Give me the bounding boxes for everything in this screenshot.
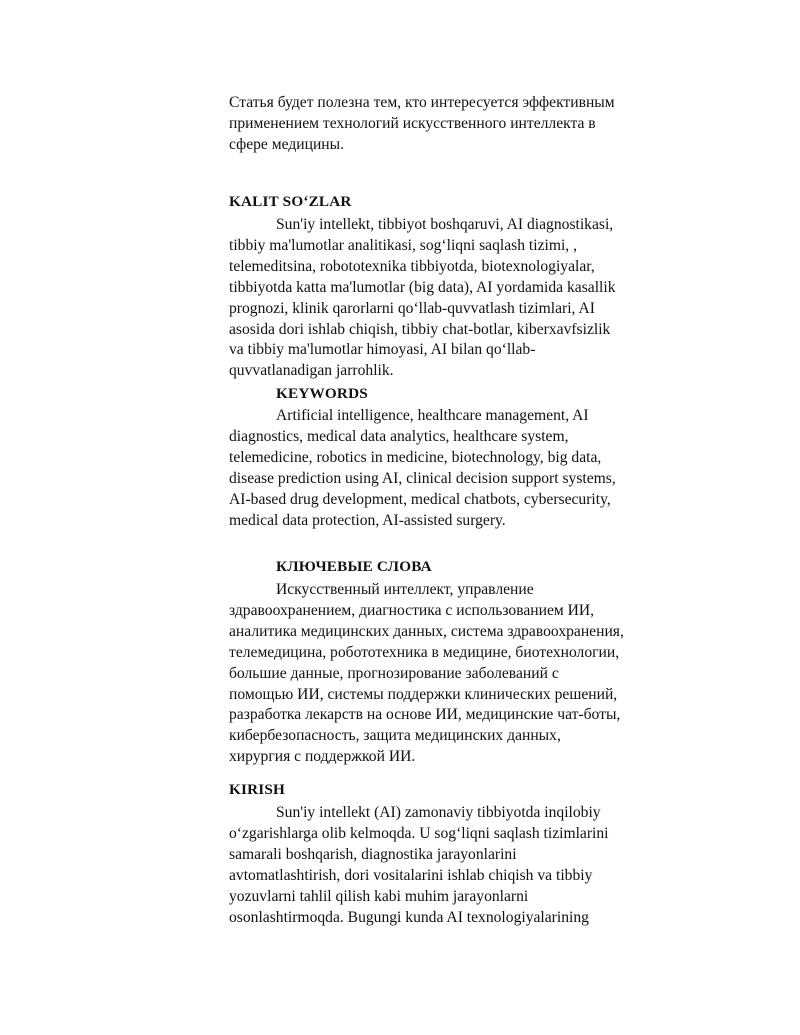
keywords-heading: KEYWORDS (276, 385, 368, 402)
intro-paragraph: Статья будет полезна тем, кто интересуется эффективным применением технологий искусственного интеллекта в сфере медицины. (229, 94, 615, 153)
kljuchevye-slova-heading: КЛЮЧЕВЫЕ СЛОВА (276, 558, 432, 575)
keywords-paragraph: Artificial intelligence, healthcare management, AI diagnostics, medical data analytics, healthcare system, telemedicine, robotics in medicine, biotechnology, big data, disease prediction using AI, clinical decision support systems, AI-based drug development, medical chatbots, cybersecurity, medical data protection, AI-assisted surgery. (229, 407, 616, 529)
kirish-paragraph: Sun'iy intellekt (AI) zamonaviy tibbiyotda inqilobiy o‘zgarishlarga olib kelmoqda. U sog‘liqni saqlash tizimlarini samarali boshqarish, diagnostika jarayonlarini avtomatlashtirish, dori vositalarini ishlab chiqish va tibbiy yozuvlarni tahlil qilish kabi muhim jarayonlarni osonlashtirmoqda. Bugungi kunda AI texnologiyalarining (229, 804, 609, 926)
kalit-sozlar-paragraph: Sun'iy intellekt, tibbiyot boshqaruvi, AI diagnostikasi, tibbiy ma'lumotlar analitikasi, sog‘liqni saqlash tizimi, , telemeditsina, robototexnika tibbiyotda, biotexnologiyalar, tibbiyotda katta ma'lumotlar (big data), AI yordamida kasallik prognozi, klinik qarorlarni qo‘llab-quvvatlash tizimlari, AI asosida dori ishlab chiqish, tibbiy chat-botlar, kiberxavfsizlik va tibbiy ma'lumotlar himoyasi, AI bilan qo‘llab-quvvatlanadigan jarrohlik. (229, 216, 616, 380)
kirish-heading: KIRISH (229, 781, 286, 798)
kalit-sozlar-heading: KALIT SO‘ZLAR (229, 193, 352, 210)
kljuchevye-slova-paragraph: Искусственный интеллект, управление здравоохранением, диагностика с использованием ИИ, аналитика медицинских данных, система здравоохранения, телемедицина, робототехника в медицине, биотехнологии, большие данные, прогнозирование заболеваний с помощью ИИ, системы поддержки клинических решений, разработка лекарств на основе ИИ, медицинские чат-боты, кибербезопасность, защита медицинских данных, хирургия с поддержкой ИИ. (229, 581, 624, 766)
